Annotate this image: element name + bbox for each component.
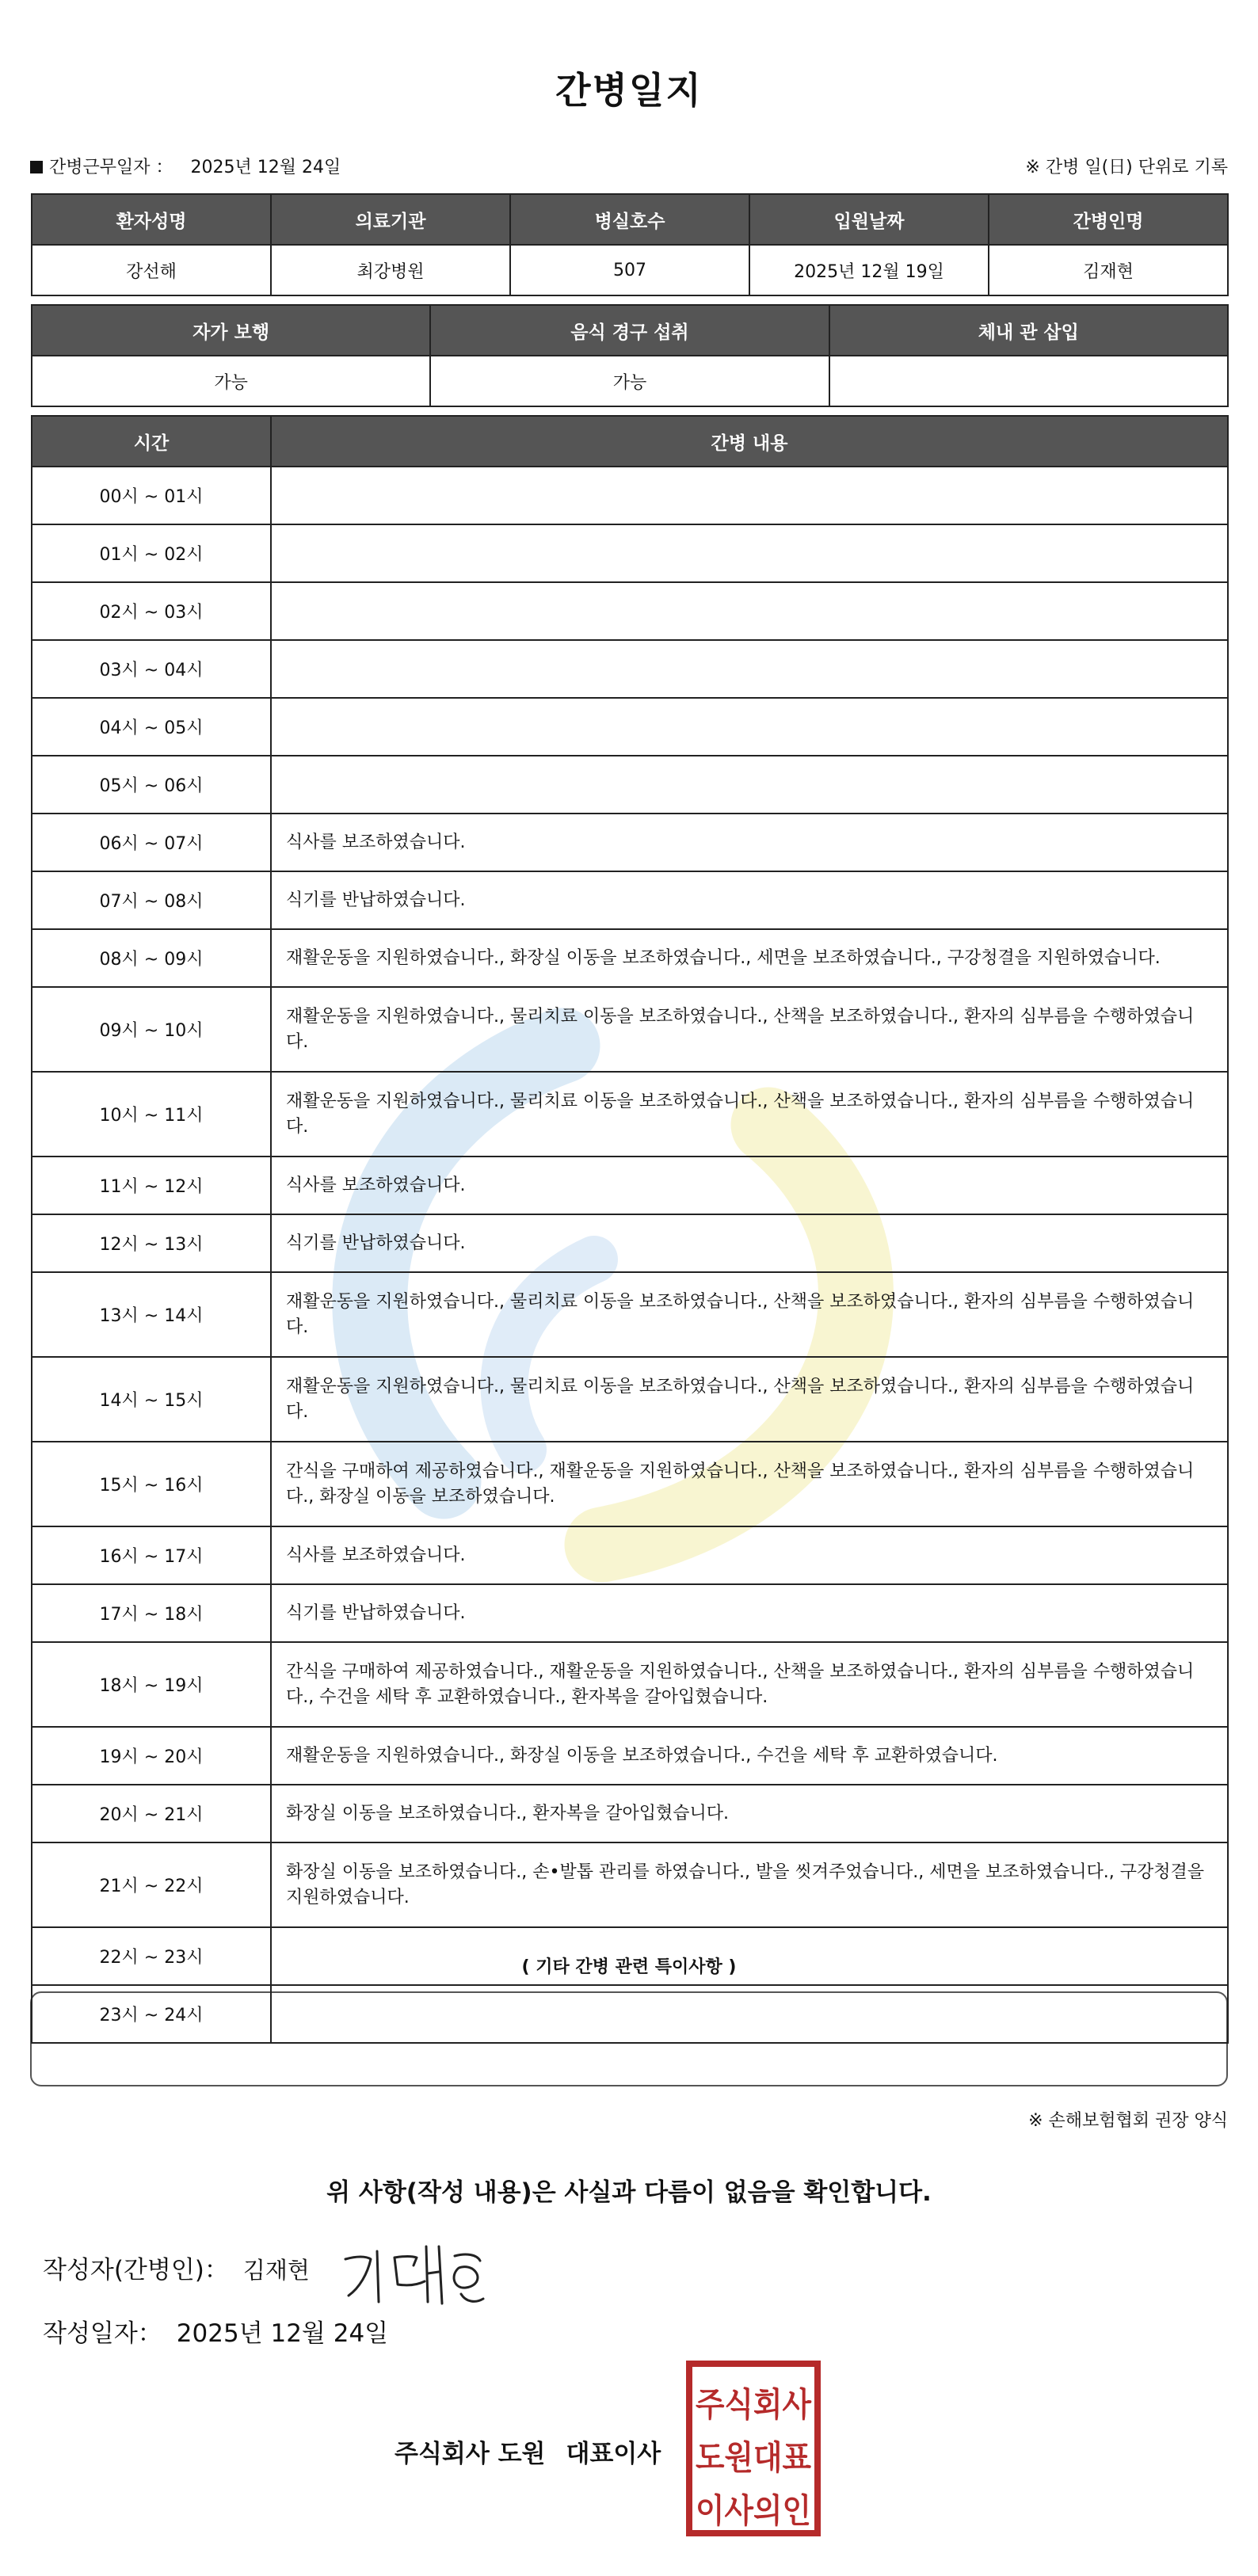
log-content: 식기를 반납하였습니다. <box>271 871 1228 929</box>
log-time: 13시 ~ 14시 <box>32 1272 271 1357</box>
log-row <box>32 1357 1228 1442</box>
log-content <box>271 524 1228 582</box>
company-name: 주식회사 도원 <box>395 2440 546 2468</box>
log-row <box>32 1727 1228 1785</box>
recommended-form-note: ※ 손해보험협회 권장 양식 <box>1028 2111 1228 2131</box>
log-content: 재활운동을 지원하였습니다., 물리치료 이동을 보조하였습니다., 산책을 보조하였습니다., 환자의 심부름을 수행하였습니다. <box>271 987 1228 1072</box>
log-content: 식사를 보조하였습니다. <box>271 1526 1228 1584</box>
log-row <box>32 1272 1228 1357</box>
log-row <box>32 640 1228 698</box>
svg-text:이사의인: 이사의인 <box>696 2491 811 2530</box>
log-time: 04시 ~ 05시 <box>32 698 271 756</box>
company-signoff <box>395 2433 661 2469</box>
log-time: 17시 ~ 18시 <box>32 1584 271 1642</box>
log-time: 19시 ~ 20시 <box>32 1727 271 1785</box>
log-content: 화장실 이동을 보조하였습니다., 환자복을 갈아입혔습니다. <box>271 1785 1228 1842</box>
log-row <box>32 698 1228 756</box>
log-time: 00시 ~ 01시 <box>32 467 271 524</box>
log-time: 06시 ~ 07시 <box>32 814 271 871</box>
confirmation-statement: 위 사항(작성 내용)은 사실과 다름이 없음을 확인합니다. <box>326 2178 932 2207</box>
writer-label: 작성자(간병인)： <box>43 2256 229 2284</box>
log-row <box>32 987 1228 1072</box>
log-time: 12시 ~ 13시 <box>32 1214 271 1272</box>
log-row <box>32 1214 1228 1272</box>
header-care-content: 간병 내용 <box>271 416 1228 467</box>
header-patient-name: 환자성명 <box>32 194 271 245</box>
log-time: 02시 ~ 03시 <box>32 582 271 640</box>
log-content: 재활운동을 지원하였습니다., 물리치료 이동을 보조하였습니다., 산책을 보조하였습니다., 환자의 심부름을 수행하였습니다. <box>271 1072 1228 1157</box>
log-row <box>32 1584 1228 1642</box>
header-oral-intake: 음식 경구 섭취 <box>430 305 829 356</box>
svg-text:도원대표: 도원대표 <box>696 2438 812 2477</box>
record-unit-note: ※ 간병 일(日) 단위로 기록 <box>1025 158 1228 177</box>
header-hospital: 의료기관 <box>271 194 510 245</box>
log-content: 식기를 반납하였습니다. <box>271 1214 1228 1272</box>
hospital-name: 최강병원 <box>271 245 510 295</box>
log-content <box>271 640 1228 698</box>
log-row <box>32 1985 1228 2043</box>
log-time: 14시 ~ 15시 <box>32 1357 271 1442</box>
work-date-bar <box>30 154 1228 182</box>
log-time: 18시 ~ 19시 <box>32 1642 271 1727</box>
log-content: 식기를 반납하였습니다. <box>271 1584 1228 1642</box>
log-time: 23시 ~ 24시 <box>32 1985 271 2043</box>
writing-date-label: 작성일자： <box>43 2319 162 2348</box>
log-row <box>32 1072 1228 1157</box>
writing-date-value: 2025년 12월 24일 <box>176 2319 389 2348</box>
log-content: 재활운동을 지원하였습니다., 화장실 이동을 보조하였습니다., 수건을 세탁 후 교환하였습니다. <box>271 1727 1228 1785</box>
log-content <box>271 698 1228 756</box>
log-row <box>32 582 1228 640</box>
room-number: 507 <box>510 245 749 295</box>
log-row <box>32 524 1228 582</box>
care-log-table <box>31 415 1229 2044</box>
log-time: 16시 ~ 17시 <box>32 1526 271 1584</box>
log-time: 22시 ~ 23시 <box>32 1927 271 1985</box>
document-title: 간병일지 <box>555 69 703 112</box>
writer-name: 김재현 <box>242 2257 310 2284</box>
patient-status-table <box>31 304 1229 407</box>
log-row <box>32 929 1228 987</box>
log-time: 11시 ~ 12시 <box>32 1157 271 1214</box>
log-row <box>32 1526 1228 1584</box>
admission-date: 2025년 12월 19일 <box>749 245 989 295</box>
company-representative-title: 대표이사 <box>566 2440 661 2468</box>
log-content: 간식을 구매하여 제공하였습니다., 재활운동을 지원하였습니다., 산책을 보조하였습니다., 환자의 심부름을 수행하였습니다., 수건을 세탁 후 교환하였습니다., 환자복을 갈아입혔습니다. <box>271 1642 1228 1727</box>
square-bullet-icon <box>30 161 43 173</box>
header-admission-date: 입원날짜 <box>749 194 989 245</box>
log-time: 15시 ~ 16시 <box>32 1442 271 1526</box>
oral-intake-value: 가능 <box>430 356 829 406</box>
log-content: 화장실 이동을 보조하였습니다., 손•발톱 관리를 하였습니다., 발을 씻겨주었습니다., 세면을 보조하였습니다., 구강청결을 지원하였습니다. <box>271 1842 1228 1927</box>
log-row <box>32 871 1228 929</box>
log-time: 09시 ~ 10시 <box>32 987 271 1072</box>
log-content <box>271 1985 1228 2043</box>
log-time: 20시 ~ 21시 <box>32 1785 271 1842</box>
log-time: 03시 ~ 04시 <box>32 640 271 698</box>
log-row <box>32 1157 1228 1214</box>
log-content <box>271 467 1228 524</box>
writing-date-line <box>43 2313 388 2349</box>
self-walking-value: 가능 <box>32 356 430 406</box>
log-content: 재활운동을 지원하였습니다., 화장실 이동을 보조하였습니다., 세면을 보조하였습니다., 구강청결을 지원하였습니다. <box>271 929 1228 987</box>
writer-line <box>43 2250 310 2285</box>
log-time: 21시 ~ 22시 <box>32 1842 271 1927</box>
header-tube-insertion: 체내 관 삽입 <box>829 305 1228 356</box>
log-content <box>271 1927 1228 1985</box>
caregiver-name: 김재현 <box>989 245 1228 295</box>
log-content: 식사를 보조하였습니다. <box>271 1157 1228 1214</box>
log-time: 05시 ~ 06시 <box>32 756 271 814</box>
svg-text:주식회사: 주식회사 <box>696 2385 813 2424</box>
company-seal-stamp <box>686 2361 821 2536</box>
log-content: 식사를 보조하였습니다. <box>271 814 1228 871</box>
log-content: 재활운동을 지원하였습니다., 물리치료 이동을 보조하였습니다., 산책을 보조하였습니다., 환자의 심부름을 수행하였습니다. <box>271 1357 1228 1442</box>
log-row <box>32 1785 1228 1842</box>
handwritten-signature <box>339 2229 490 2316</box>
patient-info-table <box>31 193 1229 296</box>
log-row <box>32 756 1228 814</box>
header-room-number: 병실호수 <box>510 194 749 245</box>
log-row <box>32 1842 1228 1927</box>
log-row <box>32 814 1228 871</box>
work-date <box>30 154 341 178</box>
log-row <box>32 1927 1228 1985</box>
header-caregiver-name: 간병인명 <box>989 194 1228 245</box>
patient-name: 강선해 <box>32 245 271 295</box>
remarks-title: ( 기타 간병 관련 특이사항 ) <box>521 1957 737 1977</box>
log-row <box>32 1442 1228 1526</box>
tube-insertion-value <box>829 356 1228 406</box>
work-date-label: 간병근무일자 ： <box>49 158 173 177</box>
log-content: 재활운동을 지원하였습니다., 물리치료 이동을 보조하였습니다., 산책을 보조하였습니다., 환자의 심부름을 수행하였습니다. <box>271 1272 1228 1357</box>
log-time: 10시 ~ 11시 <box>32 1072 271 1157</box>
log-time: 07시 ~ 08시 <box>32 871 271 929</box>
log-time: 08시 ~ 09시 <box>32 929 271 987</box>
log-content <box>271 582 1228 640</box>
log-row <box>32 1642 1228 1727</box>
header-self-walking: 자가 보행 <box>32 305 430 356</box>
header-time: 시간 <box>32 416 271 467</box>
log-content <box>271 756 1228 814</box>
work-date-value: 2025년 12월 24일 <box>190 158 341 177</box>
log-row <box>32 467 1228 524</box>
log-time: 01시 ~ 02시 <box>32 524 271 582</box>
log-content: 간식을 구매하여 제공하였습니다., 재활운동을 지원하였습니다., 산책을 보조하였습니다., 환자의 심부름을 수행하였습니다., 화장실 이동을 보조하였습니다. <box>271 1442 1228 1526</box>
